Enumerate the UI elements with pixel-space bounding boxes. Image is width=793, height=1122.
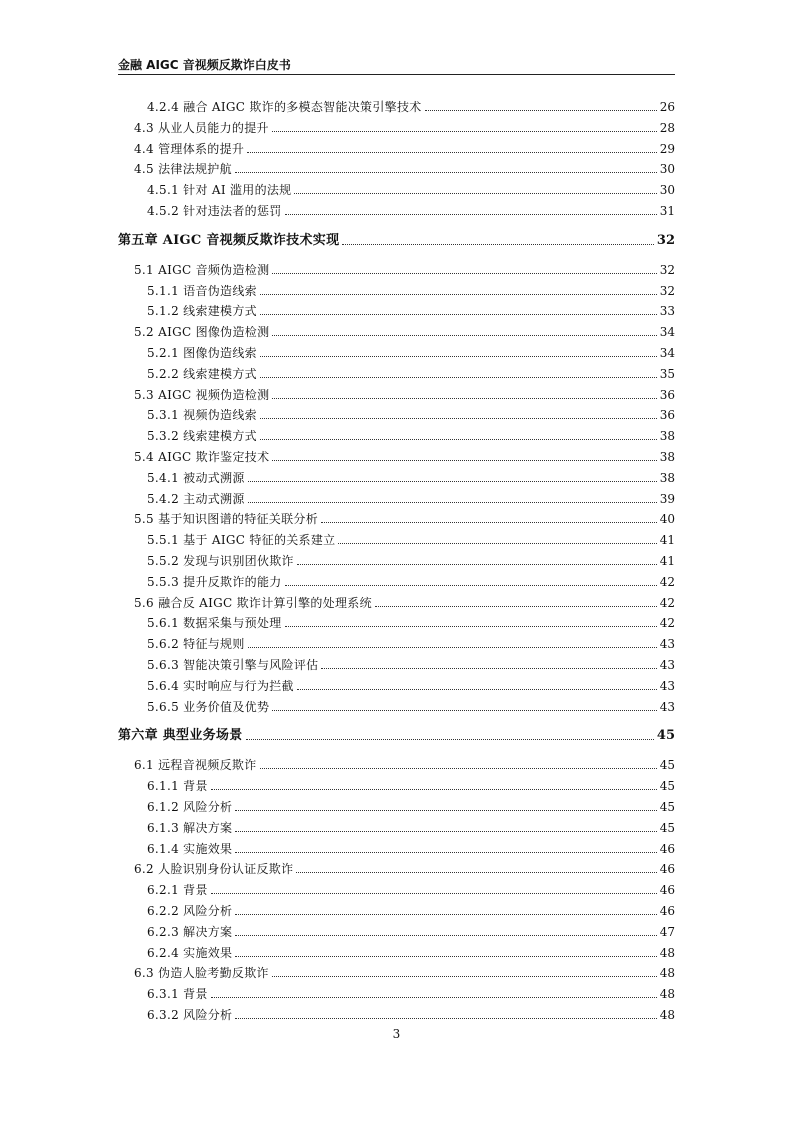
toc-entry-label: 5.5.2 发现与识别团伙欺诈	[147, 554, 294, 568]
toc-entry-row[interactable]	[0, 97, 793, 115]
toc-dot-leader	[260, 294, 657, 295]
toc-dot-leader	[285, 214, 657, 215]
toc-entry-label: 5.5.1 基于 AIGC 特征的关系建立	[147, 533, 336, 548]
toc-entry-label: 6.3.2 风险分析	[147, 1008, 233, 1022]
toc-dot-leader	[247, 152, 657, 153]
toc-entry-row[interactable]	[0, 755, 793, 773]
toc-entry-label: 5.6.3 智能决策引擎与风险评估	[147, 658, 319, 672]
toc-dot-leader	[260, 418, 657, 419]
toc-entry-row[interactable]	[0, 159, 793, 177]
toc-entry-page: 41	[659, 554, 675, 568]
toc-entry-row[interactable]	[0, 922, 793, 940]
toc-entry-page: 47	[659, 924, 675, 939]
toc-dot-leader	[260, 439, 657, 440]
toc-entry-row[interactable]	[0, 818, 793, 836]
toc-dot-leader	[235, 172, 657, 173]
toc-dot-leader	[260, 356, 657, 357]
toc-entry-row[interactable]	[0, 322, 793, 340]
toc-entry-row[interactable]	[0, 301, 793, 319]
toc-entry-page: 48	[659, 945, 675, 960]
toc-entry-page: 34	[659, 346, 675, 360]
toc-dot-leader	[211, 789, 657, 790]
toc-entry-page: 28	[659, 120, 675, 135]
toc-entry-page: 48	[659, 966, 675, 981]
toc-entry-page: 32	[659, 262, 675, 277]
toc-entry-label: 5.6 融合反 AIGC 欺诈计算引擎的处理系统	[134, 595, 372, 610]
toc-entry-page: 38	[659, 429, 675, 444]
toc-entry-page: 45	[659, 800, 675, 814]
toc-dot-leader	[425, 110, 657, 111]
toc-dot-leader	[235, 831, 656, 832]
toc-dot-leader	[285, 626, 657, 627]
toc-entry-page: 35	[659, 366, 675, 381]
toc-entry-label: 6.1.1 背景	[147, 779, 208, 794]
toc-dot-leader	[272, 976, 657, 977]
toc-entry-page: 45	[656, 728, 675, 744]
toc-entry-label: 5.4.2 主动式溯源	[147, 491, 245, 506]
toc-dot-leader	[235, 852, 656, 853]
toc-dot-leader	[321, 522, 657, 523]
toc-entry-page: 36	[659, 408, 675, 423]
toc-entry-label: 5.6.5 业务价值及优势	[147, 699, 270, 714]
toc-entry-page: 31	[659, 204, 675, 218]
toc-entry-row[interactable]	[0, 180, 793, 198]
toc-entry-row[interactable]	[0, 447, 793, 465]
toc-entry-page: 30	[659, 183, 675, 198]
toc-entry-label: 5.3.1 视频伪造线索	[147, 408, 257, 423]
toc-entry-row[interactable]	[0, 776, 793, 794]
toc-entry-label: 6.3.1 背景	[147, 987, 208, 1002]
toc-entry-row[interactable]	[0, 364, 793, 382]
toc-entry-label: 5.6.1 数据采集与预处理	[147, 616, 282, 631]
toc-entry-label: 5.4.1 被动式溯源	[147, 470, 245, 485]
toc-entry-label: 4.5.2 针对违法者的惩罚	[147, 204, 282, 218]
toc-entry-label: 5.1.2 线索建模方式	[147, 304, 257, 319]
toc-entry-page: 33	[659, 304, 675, 319]
toc-entry-row[interactable]	[0, 593, 793, 611]
toc-entry-page: 46	[659, 904, 675, 918]
toc-entry-label: 6.2.1 背景	[147, 883, 208, 898]
toc-entry-label: 5.2 AIGC 图像伪造检测	[134, 325, 270, 340]
toc-entry-label: 6.2.4 实施效果	[147, 945, 233, 960]
toc-entry-row[interactable]	[0, 489, 793, 507]
toc-entry-row[interactable]	[0, 697, 793, 715]
toc-entry-label: 6.1.2 风险分析	[147, 800, 233, 814]
toc-entry-label: 5.6.4 实时响应与行为拦截	[147, 678, 294, 693]
toc-entry-label: 5.2.1 图像伪造线索	[147, 346, 257, 360]
toc-entry-page: 43	[659, 637, 675, 652]
toc-entry-label: 6.1 远程音视频反欺诈	[134, 758, 257, 773]
toc-entry-page: 48	[659, 987, 675, 1002]
toc-entry-row[interactable]	[0, 797, 793, 815]
toc-entry-label: 5.2.2 线索建模方式	[147, 366, 257, 381]
toc-dot-leader	[272, 273, 656, 274]
toc-dot-leader	[294, 193, 656, 194]
toc-dot-leader	[260, 768, 657, 769]
toc-dot-leader	[338, 543, 656, 544]
toc-entry-row[interactable]	[0, 385, 793, 403]
toc-entry-label: 4.4 管理体系的提升	[134, 141, 245, 156]
toc-dot-leader	[272, 710, 656, 711]
toc-dot-leader	[260, 314, 657, 315]
toc-entry-row[interactable]	[0, 426, 793, 444]
toc-entry-page: 46	[659, 841, 675, 856]
toc-entry-row[interactable]	[0, 509, 793, 527]
toc-entry-row[interactable]	[0, 655, 793, 673]
toc-dot-leader	[248, 647, 657, 648]
toc-entry-page: 38	[659, 450, 675, 464]
toc-dot-leader	[248, 481, 657, 482]
toc-entry-label: 6.3 伪造人脸考勤反欺诈	[134, 966, 269, 981]
toc-entry-label: 6.1.3 解决方案	[147, 820, 233, 835]
toc-entry-page: 34	[659, 325, 675, 340]
toc-entry-page: 36	[659, 387, 675, 402]
toc-dot-leader	[235, 914, 656, 915]
toc-entry-row[interactable]	[0, 530, 793, 548]
toc-entry-label: 5.6.2 特征与规则	[147, 637, 245, 652]
toc-entry-row[interactable]	[0, 943, 793, 961]
toc-entry-page: 42	[659, 595, 675, 610]
toc-entry-row[interactable]	[0, 613, 793, 631]
toc-entry-row[interactable]	[0, 343, 793, 361]
toc-chapter-row[interactable]	[0, 231, 793, 249]
toc-dot-leader	[235, 935, 656, 936]
toc-entry-label: 6.1.4 实施效果	[147, 841, 233, 856]
toc-dot-leader	[272, 131, 657, 132]
toc-entry-row[interactable]	[0, 281, 793, 299]
toc-entry-row[interactable]	[0, 405, 793, 423]
toc-dot-leader	[248, 502, 657, 503]
document-header-title: 金融 AIGC 音视频反欺诈白皮书	[118, 58, 291, 72]
toc-dot-leader	[285, 585, 657, 586]
toc-entry-label: 5.3.2 线索建模方式	[147, 429, 257, 444]
toc-entry-page: 46	[659, 862, 675, 877]
toc-dot-leader	[211, 893, 657, 894]
toc-dot-leader	[297, 564, 657, 565]
toc-entry-row[interactable]	[0, 901, 793, 919]
toc-entry-label: 5.1 AIGC 音频伪造检测	[134, 262, 270, 277]
toc-entry-page: 26	[659, 100, 675, 114]
toc-dot-leader	[297, 689, 657, 690]
toc-entry-label: 4.3 从业人员能力的提升	[134, 120, 269, 135]
toc-entry-page: 42	[659, 616, 675, 631]
toc-dot-leader	[272, 335, 656, 336]
toc-entry-page: 45	[659, 758, 675, 773]
toc-entry-page: 43	[659, 699, 675, 714]
toc-entry-row[interactable]	[0, 880, 793, 898]
toc-entry-row[interactable]	[0, 963, 793, 981]
toc-entry-row[interactable]	[0, 139, 793, 157]
toc-entry-label: 6.2.3 解决方案	[147, 924, 233, 939]
toc-entry-label: 4.5 法律法规护航	[134, 162, 232, 177]
toc-dot-leader	[342, 244, 654, 245]
toc-dot-leader	[235, 956, 656, 957]
toc-entry-page: 38	[659, 470, 675, 485]
toc-dot-leader	[246, 739, 654, 740]
toc-dot-leader	[260, 377, 657, 378]
toc-dot-leader	[296, 872, 656, 873]
toc-entry-label: 4.5.1 针对 AI 滥用的法规	[147, 183, 292, 198]
toc-entry-label: 6.2 人脸识别身份认证反欺诈	[134, 862, 294, 877]
toc-entry-page: 43	[659, 678, 675, 693]
toc-entry-page: 40	[659, 512, 675, 527]
toc-entry-row[interactable]	[0, 572, 793, 590]
toc-entry-label: 5.4 AIGC 欺诈鉴定技术	[134, 450, 270, 464]
toc-entry-label: 5.3 AIGC 视频伪造检测	[134, 387, 270, 402]
page-number: 3	[392, 1027, 401, 1041]
toc-entry-page: 45	[659, 820, 675, 835]
toc-entry-row[interactable]	[0, 260, 793, 278]
toc-entry-row[interactable]	[0, 118, 793, 136]
toc-entry-page: 43	[659, 658, 675, 672]
toc-entry-page: 45	[659, 779, 675, 794]
toc-entry-row[interactable]	[0, 201, 793, 219]
toc-entry-label: 5.5.3 提升反欺诈的能力	[147, 574, 282, 589]
toc-entry-label: 第五章 AIGC 音视频反欺诈技术实现	[118, 232, 340, 248]
toc-dot-leader	[375, 606, 657, 607]
toc-entry-row[interactable]	[0, 634, 793, 652]
toc-entry-page: 46	[659, 883, 675, 898]
toc-entry-label: 5.5 基于知识图谱的特征关联分析	[134, 512, 318, 527]
toc-entry-row[interactable]	[0, 839, 793, 857]
toc-entry-page: 32	[659, 283, 675, 298]
toc-entry-page: 32	[656, 232, 675, 248]
toc-entry-page: 30	[659, 162, 675, 177]
toc-entry-row[interactable]	[0, 859, 793, 877]
toc-entry-label: 4.2.4 融合 AIGC 欺诈的多模态智能决策引擎技术	[147, 100, 422, 114]
toc-entry-label: 6.2.2 风险分析	[147, 904, 233, 918]
toc-entry-row[interactable]	[0, 676, 793, 694]
toc-entry-page: 48	[659, 1008, 675, 1022]
toc-entry-page: 29	[659, 141, 675, 156]
toc-entry-page: 39	[659, 491, 675, 506]
toc-entry-label: 5.1.1 语音伪造线索	[147, 283, 257, 298]
toc-dot-leader	[272, 398, 656, 399]
toc-dot-leader	[321, 668, 656, 669]
toc-entry-label: 第六章 典型业务场景	[118, 728, 243, 744]
toc-entry-row[interactable]	[0, 984, 793, 1002]
toc-dot-leader	[235, 1018, 656, 1019]
toc-dot-leader	[211, 997, 657, 998]
toc-chapter-row[interactable]	[0, 726, 793, 744]
toc-dot-leader	[235, 810, 656, 811]
toc-dot-leader	[272, 460, 656, 461]
toc-entry-row[interactable]	[0, 551, 793, 569]
toc-entry-page: 42	[659, 574, 675, 589]
toc-entry-row[interactable]	[0, 468, 793, 486]
toc-entry-row[interactable]	[0, 1005, 793, 1023]
toc-entry-page: 41	[659, 533, 675, 548]
